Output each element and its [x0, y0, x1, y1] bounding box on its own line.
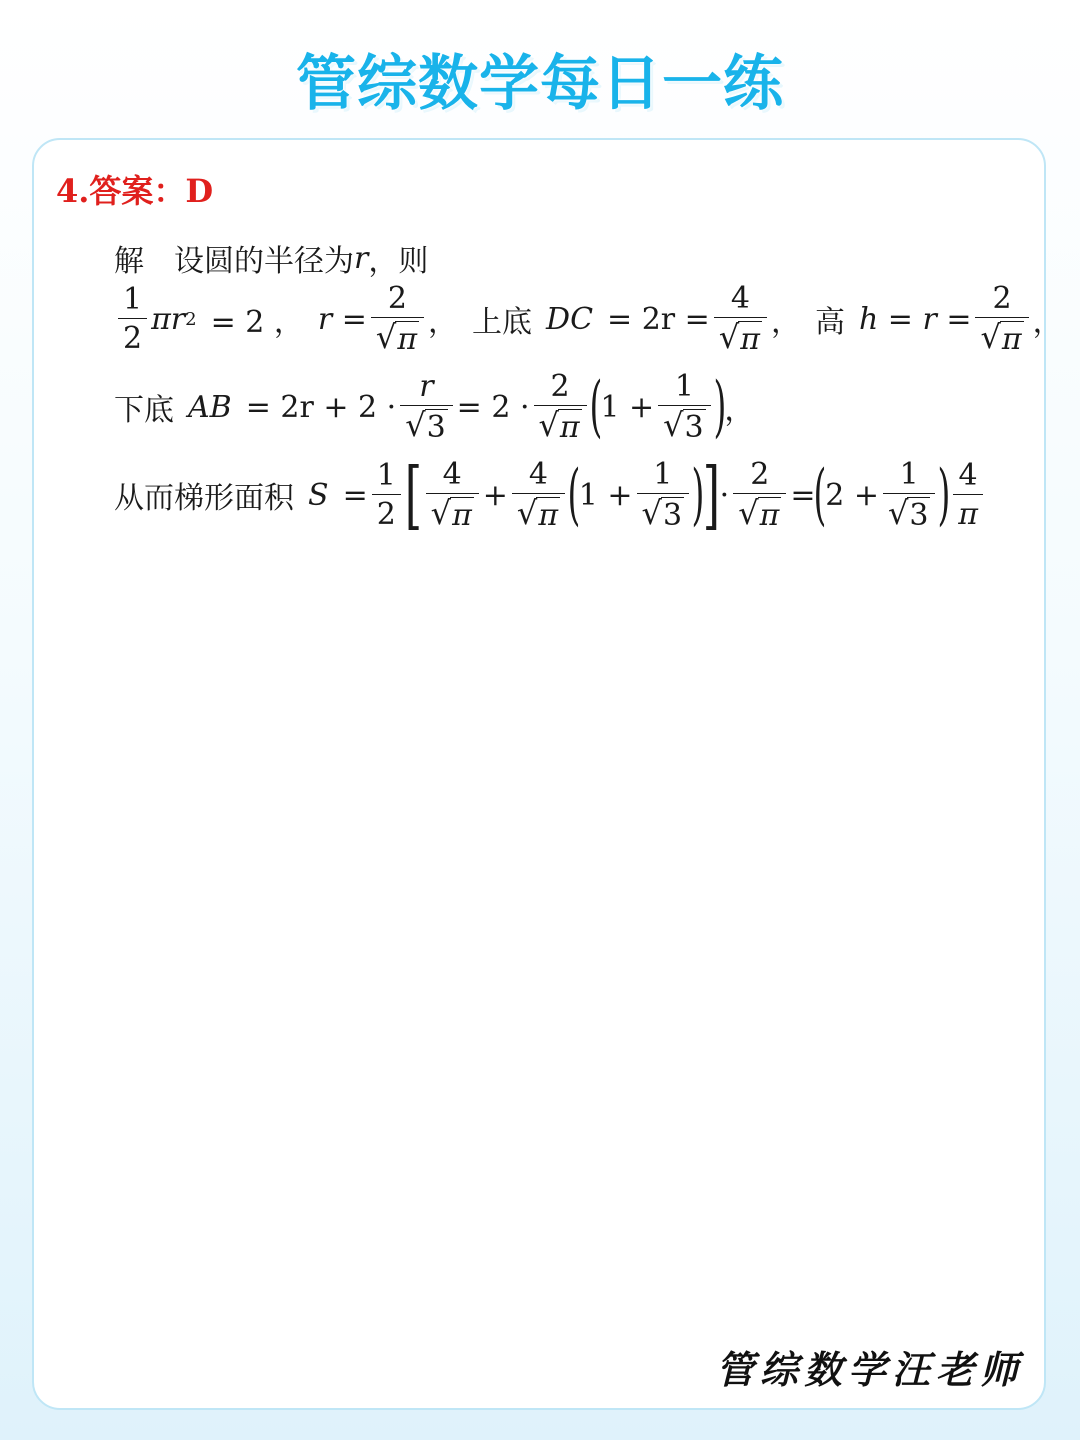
- solution-line-2: [114, 282, 1063, 356]
- h-eq: h = r =: [858, 301, 972, 337]
- solution-intro-tail: ，则: [368, 244, 429, 279]
- two-plus: 2 +: [825, 477, 879, 513]
- label-height: 高: [814, 305, 845, 340]
- var-dc: DC: [546, 301, 594, 337]
- fraction-1-root3: 1 √ 3: [883, 458, 935, 532]
- solution-line-4: [114, 452, 987, 538]
- fraction-2-root-pi: 2 √ π: [371, 282, 424, 356]
- pi-r: πr: [151, 301, 186, 337]
- label-top-base: 上底: [472, 305, 533, 340]
- solution-prefix: 解: [114, 244, 144, 279]
- signature: 管综数学汪老师: [715, 1347, 1024, 1392]
- fraction-half: $\frac{1}{2}$: [372, 459, 401, 531]
- equals: =: [790, 477, 816, 513]
- var-s: S: [308, 477, 329, 513]
- left-paren: (: [567, 456, 581, 533]
- label-bottom-base: 下底: [114, 393, 174, 428]
- solution-line-1: [114, 236, 428, 280]
- one-plus: 1 +: [600, 389, 655, 425]
- s-eq: =: [342, 477, 368, 513]
- left-bracket: [: [404, 452, 422, 538]
- plus: +: [482, 477, 508, 513]
- separator: ，: [724, 393, 755, 428]
- fraction-4-root-pi: 4 √ π: [714, 282, 767, 356]
- separator: ，: [1032, 305, 1063, 340]
- left-paren: (: [589, 368, 602, 445]
- eq2-lhs: r =: [317, 301, 367, 337]
- eq1-rhs: = 2 ，: [210, 305, 304, 340]
- answer-heading: 4.答案：D: [56, 172, 214, 210]
- right-paren: ): [713, 368, 726, 445]
- fraction-4-root-pi: 4 √ π: [426, 458, 479, 532]
- page-title: 管综数学每日一练: [296, 49, 784, 119]
- ab-eq: = 2r + 2 ·: [245, 389, 397, 425]
- var-r: r: [354, 240, 369, 276]
- ab-mid: = 2 ·: [456, 389, 530, 425]
- one-plus: 1 +: [578, 477, 633, 513]
- label-area: 从而梯形面积: [114, 481, 294, 516]
- var-ab: AB: [188, 389, 232, 425]
- solution-line-3: [114, 370, 754, 444]
- dot: ·: [719, 477, 730, 513]
- fraction-2-root-pi: 2 √ π: [975, 282, 1028, 356]
- solution-intro: 设圆的半径为: [174, 244, 354, 279]
- separator: ，: [770, 305, 801, 340]
- fraction-2-root-pi: 2 √ π: [733, 458, 786, 532]
- fraction-r-root3: r √ 3: [400, 370, 452, 444]
- fraction-half: $\frac{1}{2}$: [118, 283, 147, 355]
- fraction-1-root3: 1 √ 3: [658, 370, 710, 444]
- dc-eq: = 2r =: [607, 301, 710, 337]
- fraction-1-root3: 1 √ 3: [637, 458, 689, 532]
- fraction-4-root-pi: 4 √ π: [512, 458, 565, 532]
- fraction-4-over-pi: $\frac{4}{\pi}$: [953, 459, 983, 531]
- fraction-2-root-pi: 2 √ π: [534, 370, 587, 444]
- right-bracket: ]: [702, 452, 720, 538]
- right-paren: ): [937, 456, 951, 533]
- left-paren: (: [813, 456, 827, 533]
- square-exponent: 2: [185, 308, 197, 330]
- right-paren: ): [691, 456, 705, 533]
- separator: ，: [428, 305, 459, 340]
